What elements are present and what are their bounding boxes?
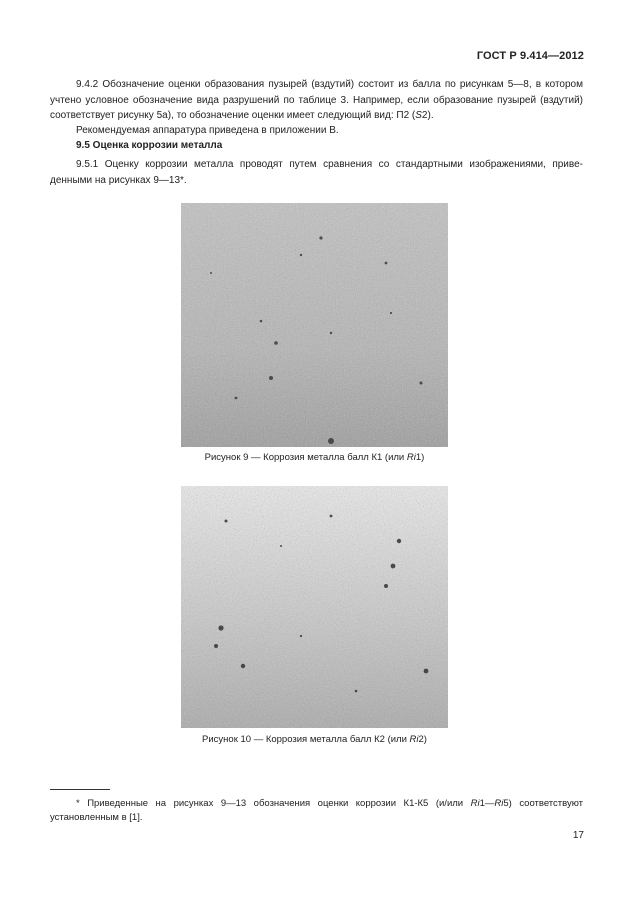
page-number: 17	[572, 830, 584, 841]
figure-9-image	[181, 203, 448, 447]
document-header: ГОСТ Р 9.414—2012	[476, 50, 584, 62]
footnote-text: 5) соответствуют установленным в [1].	[50, 798, 583, 823]
corrosion-texture-1	[181, 203, 448, 447]
paragraph-9-5-1: 9.5.1 Оценку коррозии металла проводят путем сравнения со стандартными изображениями, приведенными на рисунках 9—13*.	[50, 159, 583, 186]
footnote-separator	[50, 789, 110, 790]
corrosion-texture-2	[181, 486, 448, 728]
footnote-italic: Ri	[470, 798, 480, 809]
paragraph-9-4-2	[50, 77, 583, 124]
caption-text: Рисунок 10 — Коррозия металла балл К2 (или	[202, 734, 410, 745]
figure-10-caption	[181, 734, 448, 745]
paragraph-apparatus: Рекомендуемая аппаратура приведена в приложении В.	[76, 125, 339, 136]
section-title: 9.5 Оценка коррозии металла	[76, 140, 223, 151]
figure-9-caption	[181, 452, 448, 463]
paragraph-text: 2).	[421, 110, 434, 121]
footnote-italic: Ri	[494, 798, 504, 809]
footnote-text: 1—	[479, 798, 495, 809]
footnote	[50, 797, 583, 825]
caption-text: 2)	[418, 734, 427, 745]
caption-text: Рисунок 9 — Коррозия металла балл К1 (или	[204, 452, 407, 463]
caption-text: 1)	[415, 452, 425, 463]
figure-10-image	[181, 486, 448, 728]
footnote-text: * Приведенные на рисунках 9—13 обозначения оценки коррозии К1-К5 (и/или	[76, 798, 471, 809]
caption-italic: Ri	[406, 452, 416, 463]
caption-italic: Ri	[409, 734, 419, 745]
paragraph-text: 9.4.2 Обозначение оценки образования пузырей (вздутий) состоит из балла по рисункам 5—8, в котором учтено условное обозначение вида разрушений по таблице 3. Например, если образование пузырей (вздутий) соответствует рисунку 5а), то обозначение оценки имеет следующий вид: П2 (	[50, 79, 583, 121]
italic-symbol: S	[415, 110, 422, 121]
